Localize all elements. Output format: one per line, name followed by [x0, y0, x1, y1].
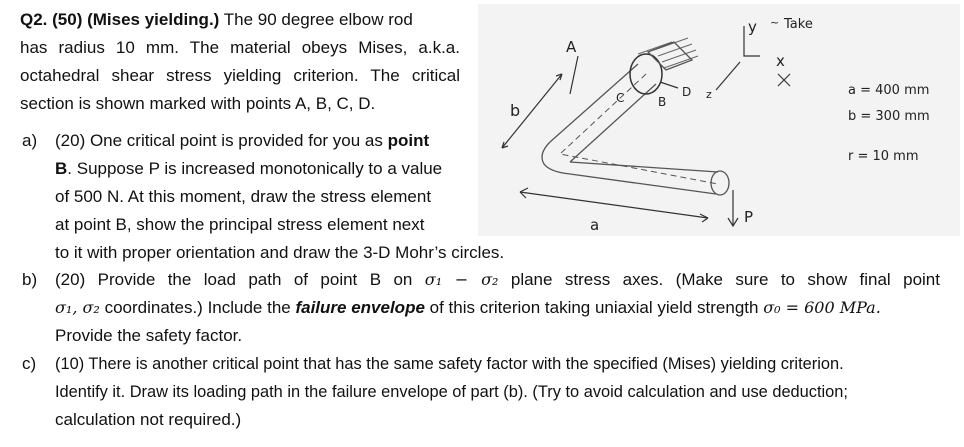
part-b-text-2b: of this criterion taking uniaxial yield strength [424, 298, 764, 317]
part-c-line-1: (10) There is another critical point that has the same safety factor with the specified (Mises) yielding criterion. [55, 355, 844, 373]
failure-envelope-term: failure envelope [295, 298, 425, 317]
part-a-line-1 [55, 131, 429, 151]
part-b-text-1: (20) Provide the load path of point B on [55, 270, 425, 289]
part-b-text-1b: plane stress axes. (Make sure to show final point [510, 270, 940, 289]
note-given-r: r = 10 mm [848, 149, 919, 164]
part-a-bold-point: point [387, 131, 430, 150]
label-load-p: P [744, 208, 754, 226]
part-a-line-2 [55, 159, 442, 179]
note-given-a: a = 400 mm [848, 83, 930, 98]
part-b-text-2: coordinates.) Include the [99, 298, 296, 317]
sigma0-value: σ₀ = 600 MPa. [763, 298, 881, 317]
part-c-line-2: Identify it. Draw its loading path in the failure envelope of part (b). (Try to avoid calculation and use deduction; [55, 383, 848, 401]
part-a-text-1: (20) One critical point is provided for you as [55, 131, 388, 150]
label-point-a: A [566, 38, 577, 56]
label-axis-z: z [706, 88, 712, 101]
note-given-b: b = 300 mm [848, 109, 930, 124]
intro-line-3: octahedral shear stress yielding criterion. The critical [20, 66, 460, 85]
label-axis-y: y [748, 18, 757, 36]
label-axis-x: x [776, 52, 785, 70]
part-b-line-3: Provide the safety factor. [55, 326, 243, 345]
part-c-marker: c) [22, 354, 37, 373]
intro-text-1: The 90 degree elbow rod [223, 10, 413, 29]
elbow-rod-drawing [478, 4, 960, 236]
intro-line-1 [20, 10, 413, 30]
part-c-line-3: calculation not required.) [55, 410, 242, 429]
note-take: Take [784, 17, 813, 32]
label-point-d: D [682, 85, 692, 99]
part-a-line-5: to it with proper orientation and draw the 3-D Mohr’s circles. [55, 243, 505, 262]
label-point-c: C [616, 91, 625, 105]
part-b-line-1 [55, 270, 940, 290]
part-a-line-3: of 500 N. At this moment, draw the stress element [55, 187, 432, 206]
part-a-text-2: . Suppose P is increased monotonically to a value [67, 159, 443, 178]
intro-line-4: section is shown marked with points A, B, C, D. [20, 94, 376, 113]
sigma1-minus-sigma2: σ₁ − σ₂ [424, 270, 499, 289]
label-dim-b: b [510, 101, 521, 120]
question-label: Q2. (50) (Mises yielding.) [20, 10, 220, 29]
sigma1-sigma2: σ₁, σ₂ [55, 298, 100, 317]
elbow-rod-figure [478, 4, 960, 236]
note-tilde: ~ [770, 16, 780, 29]
part-b-line-2 [55, 298, 881, 318]
part-a-marker: a) [22, 131, 38, 150]
label-point-b: B [658, 95, 667, 109]
intro-line-2: has radius 10 mm. The material obeys Mises, a.k.a. [20, 38, 460, 57]
part-b-marker: b) [22, 270, 38, 289]
label-dim-a: a [590, 216, 600, 234]
part-a-line-4: at point B, show the principal stress element next [55, 215, 425, 234]
part-a-bold-b: B [55, 159, 68, 178]
